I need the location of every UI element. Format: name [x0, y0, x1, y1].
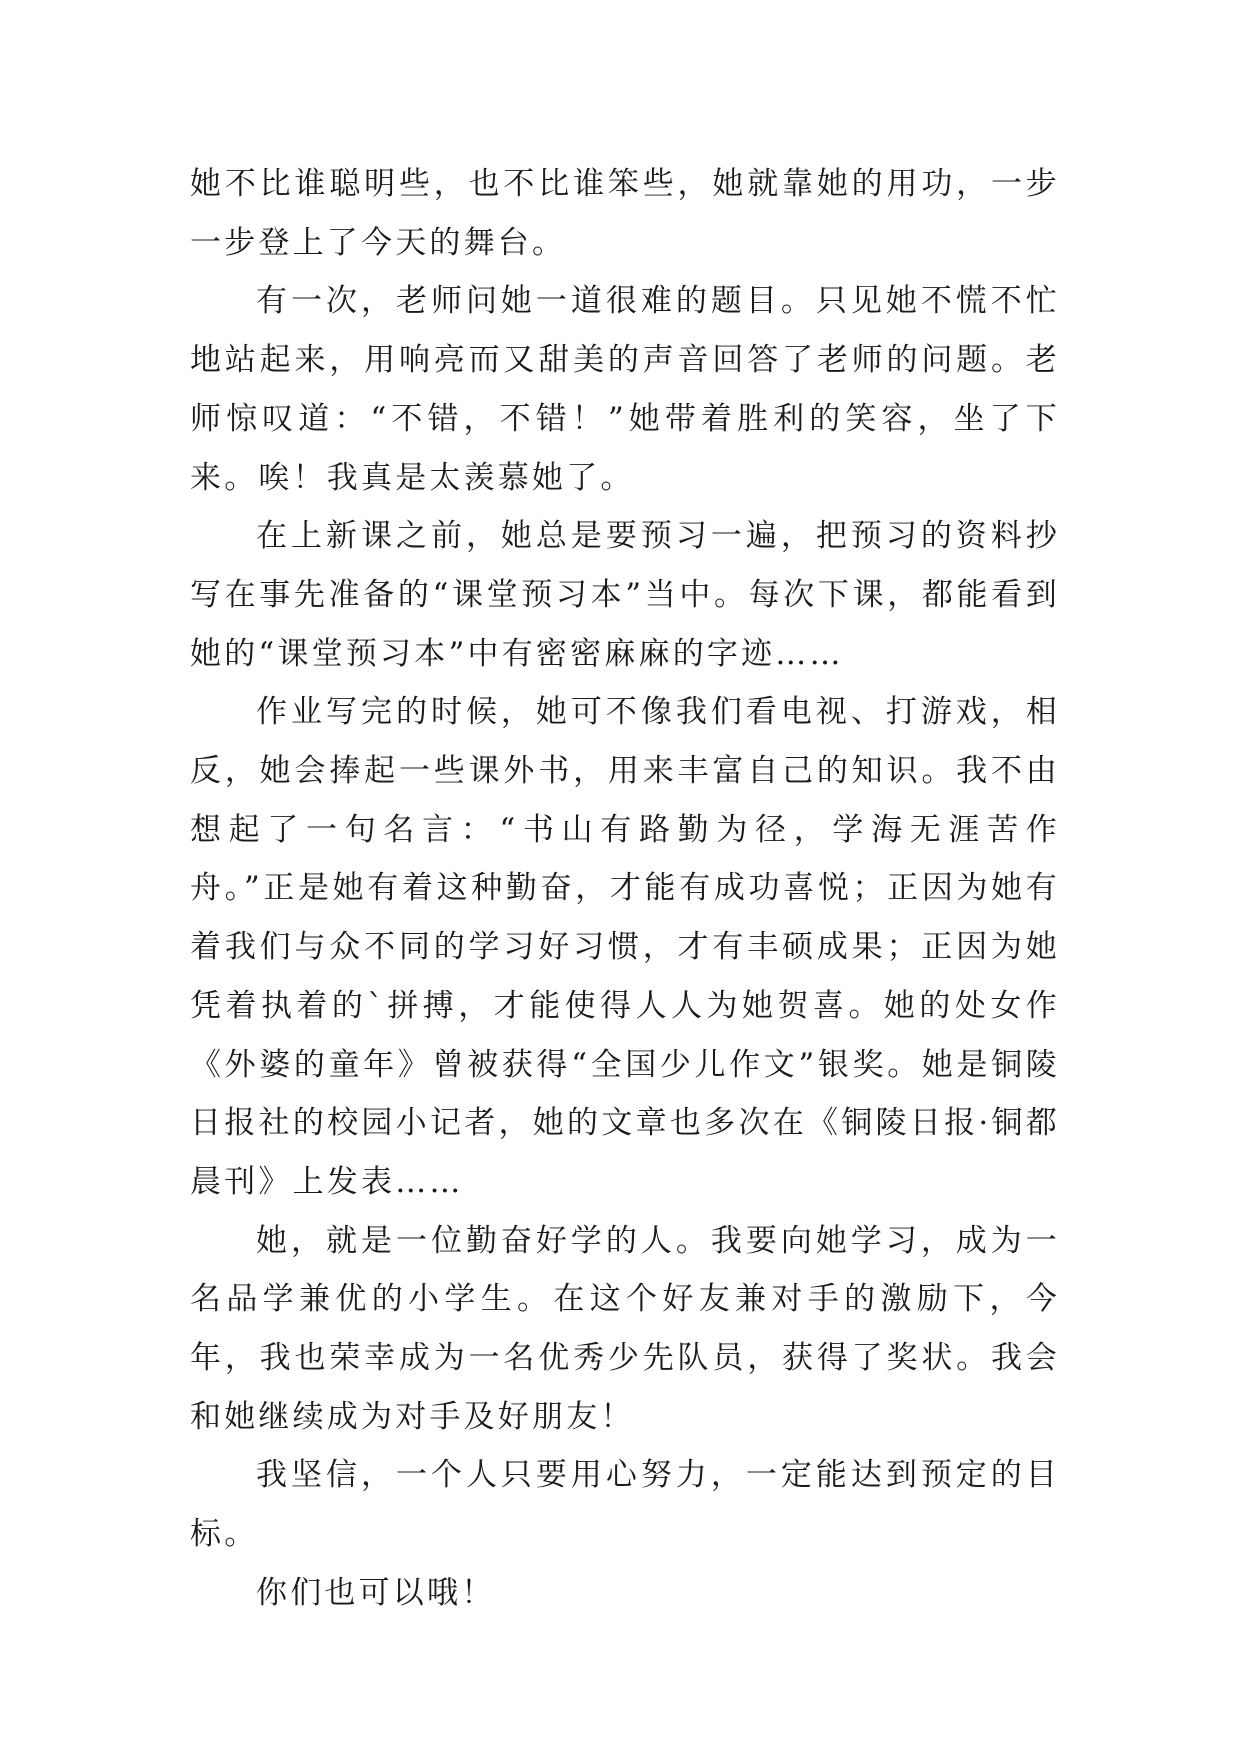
paragraph-5: 她，就是一位勤奋好学的人。我要向她学习，成为一名品学兼优的小学生。在这个好友兼对手的激励下，今年，我也荣幸成为一名优秀少先队员，获得了奖状。我会和她继续成为对手及好朋友！: [190, 1222, 1060, 1435]
paragraph-3: 在上新课之前，她总是要预习一遍，把预习的资料抄写在事先准备的“课堂预习本”当中。每次下课，都能看到她的“课堂预习本”中有密密麻麻的字迹……: [190, 518, 1060, 672]
paragraph-1: 她不比谁聪明些，也不比谁笨些，她就靠她的用功，一步一步登上了今天的舞台。: [190, 166, 1060, 261]
document-body: [190, 155, 1060, 1623]
paragraph-2: 有一次，老师问她一道很难的题目。只见她不慌不忙地站起来，用响亮而又甜美的声音回答了老师的问题。老师惊叹道：“不错，不错！”她带着胜利的笑容，坐了下来。唉！我真是太羡慕她了。: [190, 283, 1060, 496]
paragraph-7: 你们也可以哦！: [256, 1574, 496, 1611]
paragraph-6: 我坚信，一个人只要用心努力，一定能达到预定的目标。: [190, 1457, 1060, 1553]
paragraph-4: 作业写完的时候，她可不像我们看电视、打游戏，相反，她会捧起一些课外书，用来丰富自己的知识。我不由想起了一句名言：“书山有路勤为径，学海无涯苦作舟。”正是她有着这种勤奋，才能有成功喜悦；正因为她有着我们与众不同的学习好习惯，才有丰硕成果；正因为她凭着执着的`拼搏，才能使得人人为她贺喜。她的处女作《外婆的童年》曾被获得“全国少儿作文”银奖。她是铜陵日报社的校园小记者，她的文章也多次在《铜陵日报·铜都晨刊》上发表……: [190, 694, 1060, 1200]
